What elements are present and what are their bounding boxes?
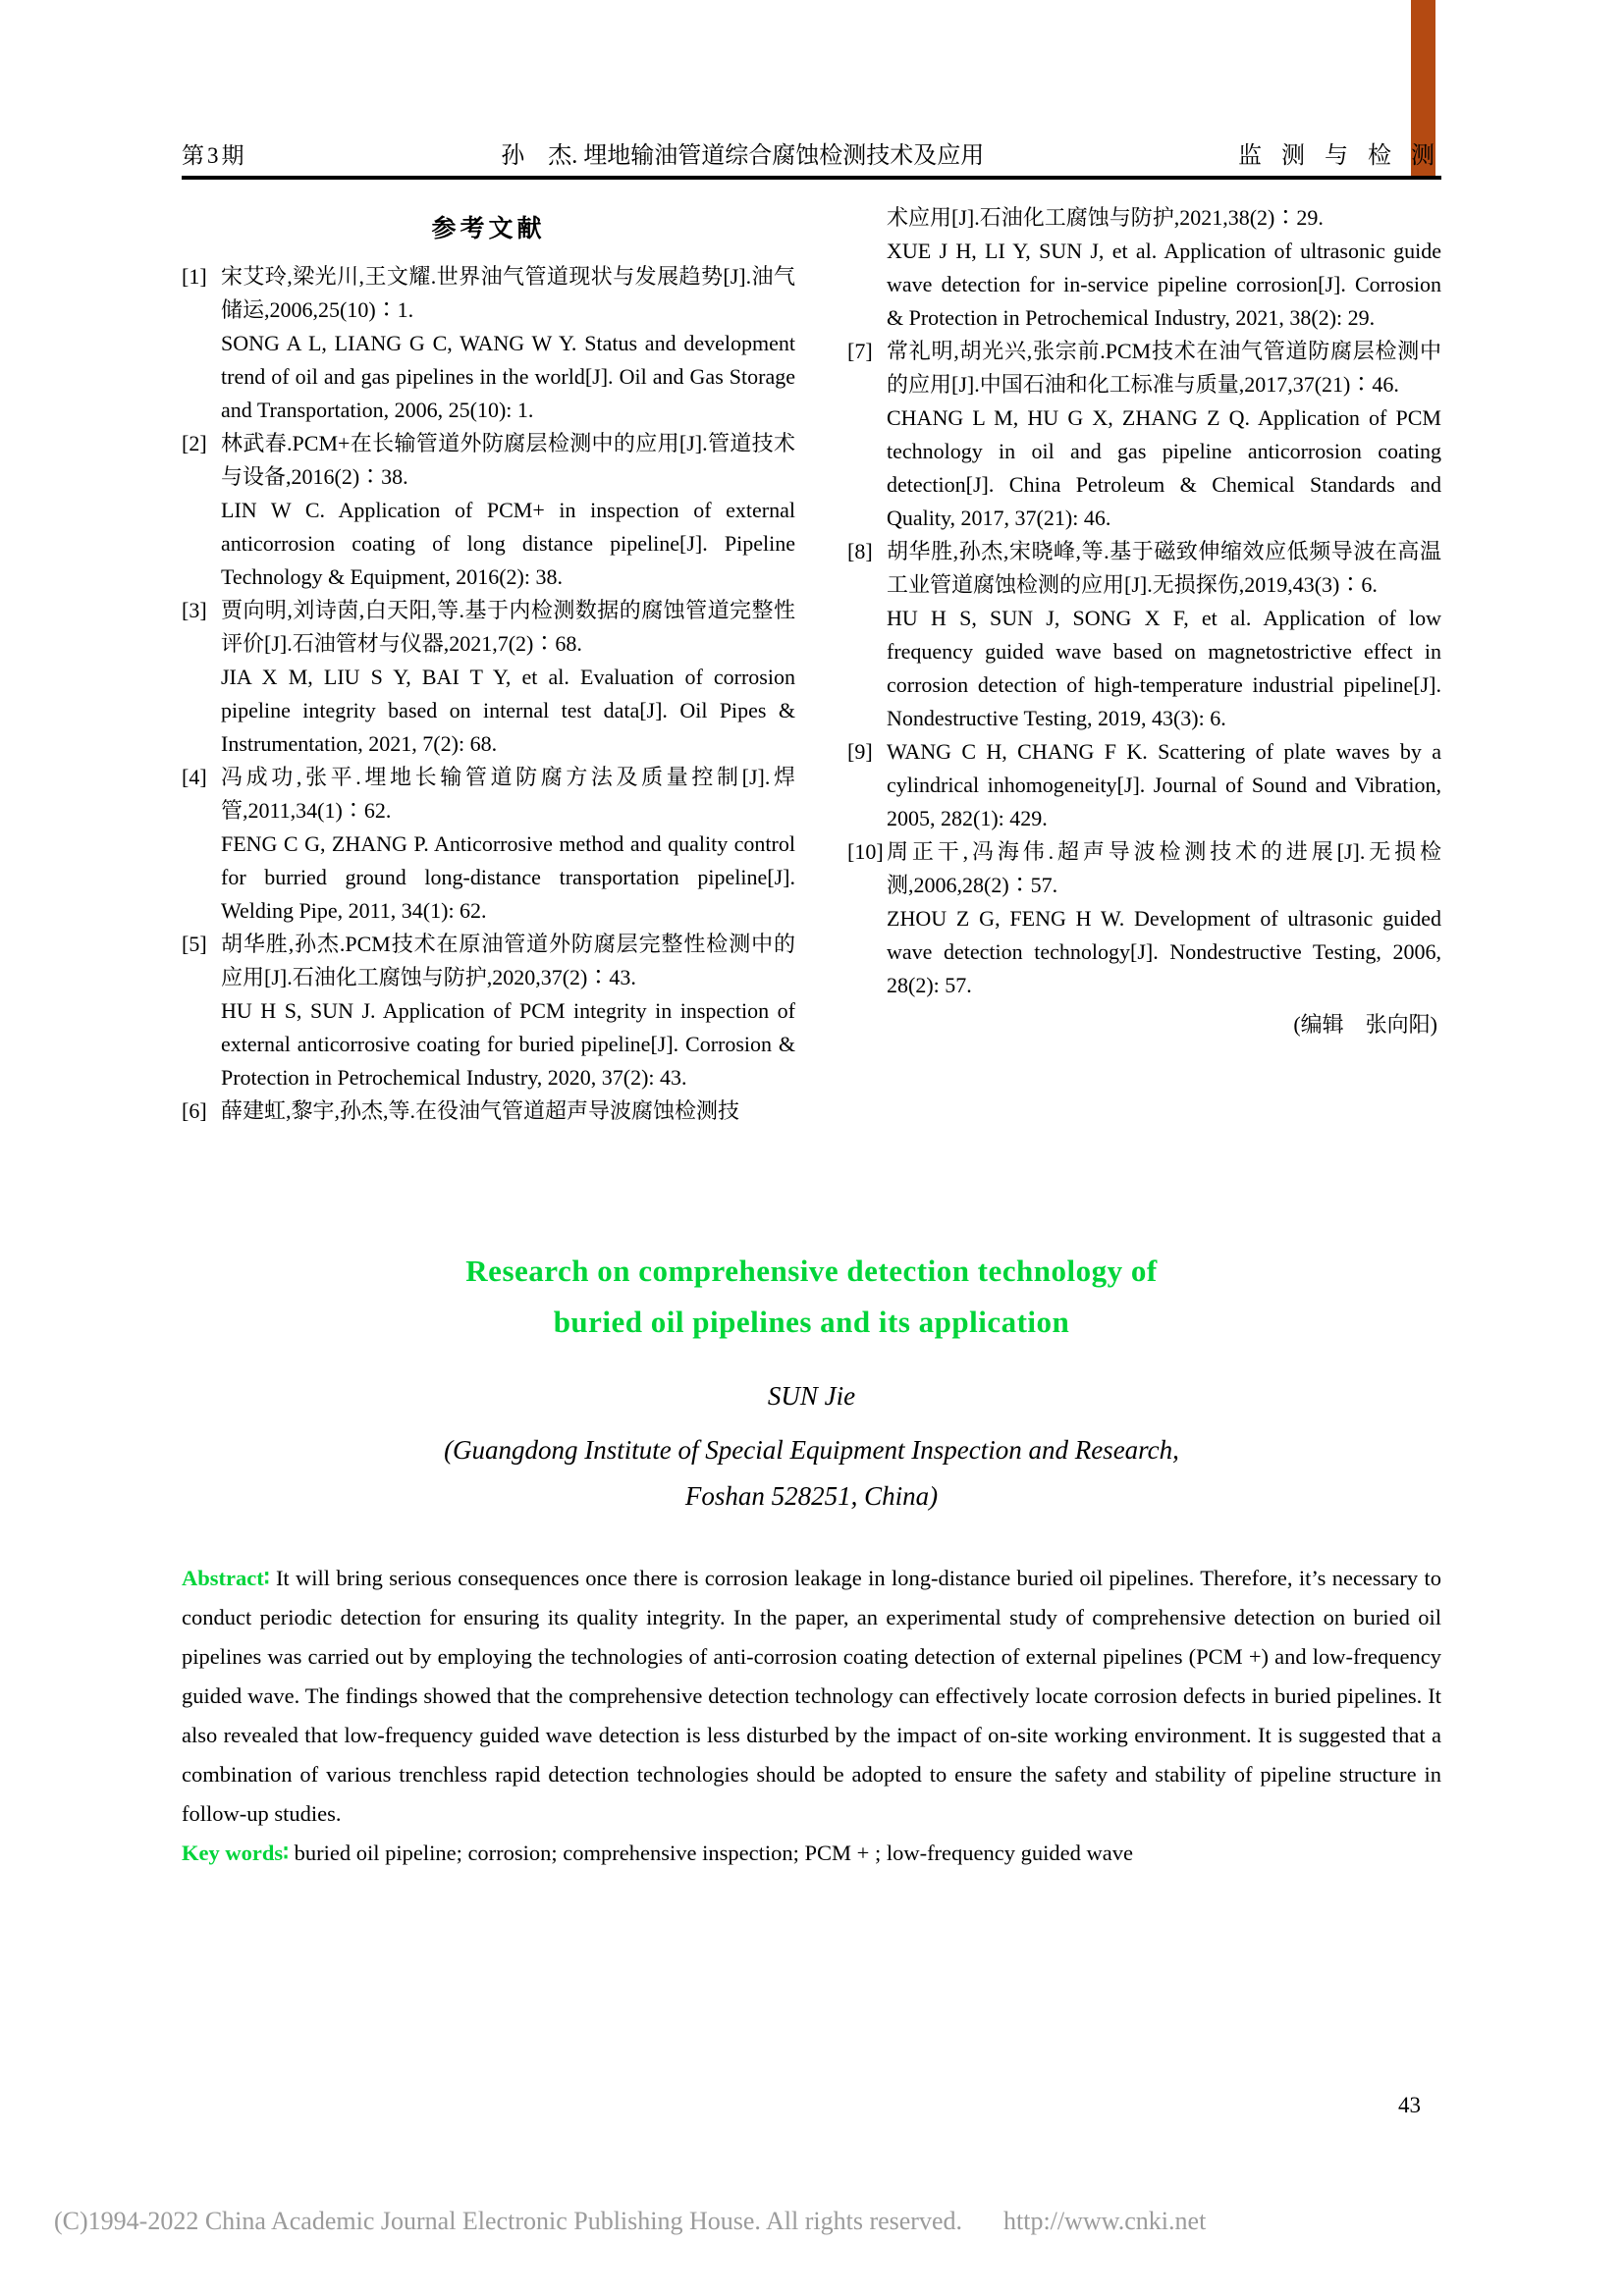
references-left-column xyxy=(182,201,795,1128)
affiliation-line2: Foshan 528251, China) xyxy=(684,1481,939,1511)
abstract-label: Abstract∶ xyxy=(182,1566,270,1590)
reference-text-zh: 周正干,冯海伟.超声导波检测技术的进展[J].无损检测,2006,28(2)∶57. xyxy=(887,839,1441,897)
reference-text-en: XUE J H, LI Y, SUN J, et al. Application of ultrasonic guide wave detection for in-service pipeline corrosion[J]. Corrosion & Protection in Petrochemical Industry, 2021, 38(2): 29. xyxy=(887,239,1441,330)
references-heading: 参考文献 xyxy=(431,216,546,242)
english-title-block xyxy=(182,1246,1441,1520)
page-content xyxy=(182,201,1441,1873)
reference-number: [10] xyxy=(847,839,884,864)
reference-text-en: HU H S, SUN J, SONG X F, et al. Application of low frequency guided wave based on magnetostrictive effect in corrosion detection of high-temperature industrial pipeline[J]. Nondestructive Testing, 2019, 43(3): 6. xyxy=(887,606,1441,730)
reference-item-4 xyxy=(182,761,795,928)
reference-item-7 xyxy=(847,335,1441,535)
reference-item-8 xyxy=(847,535,1441,735)
reference-item-2 xyxy=(182,427,795,594)
reference-number: [8] xyxy=(847,539,873,563)
reference-text-zh: 宋艾玲,梁光川,王文耀.世界油气管道现状与发展趋势[J].油气储运,2006,25(10)∶1. xyxy=(221,264,795,322)
reference-text-en: HU H S, SUN J. Application of PCM integrity in inspection of external anticorrosive coating for buried pipeline[J]. Corrosion & Protection in Petrochemical Industry, 2020, 37(2): 43. xyxy=(221,998,795,1090)
reference-text-zh: 林武春.PCM+在长输管道外防腐层检测中的应用[J].管道技术与设备,2016(2)∶38. xyxy=(221,431,795,489)
reference-number: [1] xyxy=(182,264,207,289)
reference-number: [6] xyxy=(182,1098,207,1123)
references-right-column xyxy=(847,201,1441,1128)
author-affiliation xyxy=(182,1427,1441,1520)
references-section xyxy=(182,201,1441,1128)
reference-text-en: JIA X M, LIU S Y, BAI T Y, et al. Evaluation of corrosion pipeline integrity based on internal test data[J]. Oil Pipes & Instrumentation, 2021, 7(2): 68. xyxy=(221,665,795,756)
affiliation-line1: (Guangdong Institute of Special Equipment Inspection and Research, xyxy=(444,1435,1179,1465)
english-title-line2: buried oil pipelines and its application xyxy=(553,1305,1070,1339)
page-number: 43 xyxy=(1398,2093,1421,2117)
reference-number: [4] xyxy=(182,765,207,789)
reference-item-3 xyxy=(182,594,795,761)
reference-item-9 xyxy=(847,735,1441,835)
reference-text-zh: 常礼明,胡光兴,张宗前.PCM技术在油气管道防腐层检测中的应用[J].中国石油和化工标准与质量,2017,37(21)∶46. xyxy=(887,339,1441,397)
abstract-text: It will bring serious consequences once there is corrosion leakage in long-distance buried oil pipelines. Therefore, it’s necessary to conduct periodic detection for ensuring its quality integrity. In the paper, an experimental study of comprehensive detection on buried oil pipelines was carried out by employing the technologies of anti-corrosion coating detection of external pipelines (PCM +) and low-frequency guided wave. The findings showed that the comprehensive detection technology can effectively locate corrosion defects in buried pipelines. It also revealed that low-frequency guided wave detection is less disturbed by the impact of on-site working environment. It is suggested that a combination of various trenchless rapid detection technologies should be adopted to ensure the safety and stability of pipeline structure in follow-up studies. xyxy=(182,1566,1442,1826)
reference-text-zh: 胡华胜,孙杰.PCM技术在原油管道外防腐层完整性检测中的应用[J].石油化工腐蚀与防护,2020,37(2)∶43. xyxy=(221,932,795,989)
reference-text-zh: 贾向明,刘诗茵,白天阳,等.基于内检测数据的腐蚀管道完整性评价[J].石油管材与仪器,2021,7(2)∶68. xyxy=(221,598,795,656)
abstract-section xyxy=(182,1559,1441,1873)
reference-number: [9] xyxy=(847,739,873,764)
footer-copyright: (C)1994-2022 China Academic Journal Electronic Publishing House. All rights reserved. xyxy=(54,2207,962,2235)
keywords-paragraph xyxy=(182,1834,1441,1873)
reference-item-1 xyxy=(182,260,795,427)
keywords-label: Key words∶ xyxy=(182,1841,289,1865)
author-name: SUN Jie xyxy=(767,1381,856,1411)
reference-text-zh: 冯成功,张平.埋地长输管道防腐方法及质量控制[J].焊管,2011,34(1)∶62. xyxy=(221,765,795,823)
reference-number: [7] xyxy=(847,339,873,363)
reference-number xyxy=(847,201,887,335)
keywords-text: buried oil pipeline; corrosion; comprehensive inspection; PCM + ; low-frequency guided wave xyxy=(294,1841,1133,1865)
editor-note: (编辑 张向阳) xyxy=(1293,1012,1437,1037)
reference-item-6-continued xyxy=(847,201,1441,335)
reference-item-10 xyxy=(847,835,1441,1002)
running-article-title: 孙 杰. 埋地输油管道综合腐蚀检测技术及应用 xyxy=(501,143,985,169)
reference-text-zh: 胡华胜,孙杰,宋晓峰,等.基于磁致伸缩效应低频导波在高温工业管道腐蚀检测的应用[J].无损探伤,2019,43(3)∶6. xyxy=(887,539,1441,597)
reference-text-zh: 薛建虹,黎宇,孙杰,等.在役油气管道超声导波腐蚀检测技 xyxy=(221,1098,740,1123)
page-header xyxy=(182,135,1441,170)
english-title-line1: Research on comprehensive detection technology of xyxy=(465,1254,1158,1288)
reference-text-en: SONG A L, LIANG G C, WANG W Y. Status and development trend of oil and gas pipelines in the world[J]. Oil and Gas Storage and Transportation, 2006, 25(10): 1. xyxy=(221,331,795,422)
reference-item-5 xyxy=(182,928,795,1095)
abstract-paragraph xyxy=(182,1559,1441,1834)
reference-number: [2] xyxy=(182,431,207,455)
reference-text-en: WANG C H, CHANG F K. Scattering of plate waves by a cylindrical inhomogeneity[J]. Journal of Sound and Vibration, 2005, 282(1): 429. xyxy=(887,739,1441,830)
footer-url: http://www.cnki.net xyxy=(1003,2207,1207,2235)
reference-number: [3] xyxy=(182,598,207,622)
header-rule xyxy=(182,176,1441,180)
reference-text-en: ZHOU Z G, FENG H W. Development of ultrasonic guided wave detection technology[J]. Nondestructive Testing, 2006, 28(2): 57. xyxy=(887,906,1441,997)
reference-item-6 xyxy=(182,1095,795,1128)
reference-text-en: FENG C G, ZHANG P. Anticorrosive method and quality control for burried ground long-distance transportation pipeline[J]. Welding Pipe, 2011, 34(1): 62. xyxy=(221,831,795,923)
journal-section-name: 监 测 与 检 测 xyxy=(1238,143,1441,169)
reference-text-en: CHANG L M, HU G X, ZHANG Z Q. Application of PCM technology in oil and gas pipeline anticorrosion coating detection[J]. China Petroleum & Chemical Standards and Quality, 2017, 37(21): 46. xyxy=(887,405,1441,530)
reference-text-en: LIN W C. Application of PCM+ in inspection of external anticorrosion coating of long distance pipeline[J]. Pipeline Technology & Equipment, 2016(2): 38. xyxy=(221,498,795,589)
reference-number: [5] xyxy=(182,932,207,956)
reference-text-zh: 术应用[J].石油化工腐蚀与防护,2021,38(2)∶29. xyxy=(887,205,1324,230)
issue-number: 第3期 xyxy=(182,143,247,168)
english-title xyxy=(182,1246,1441,1348)
footer xyxy=(54,2207,1330,2236)
